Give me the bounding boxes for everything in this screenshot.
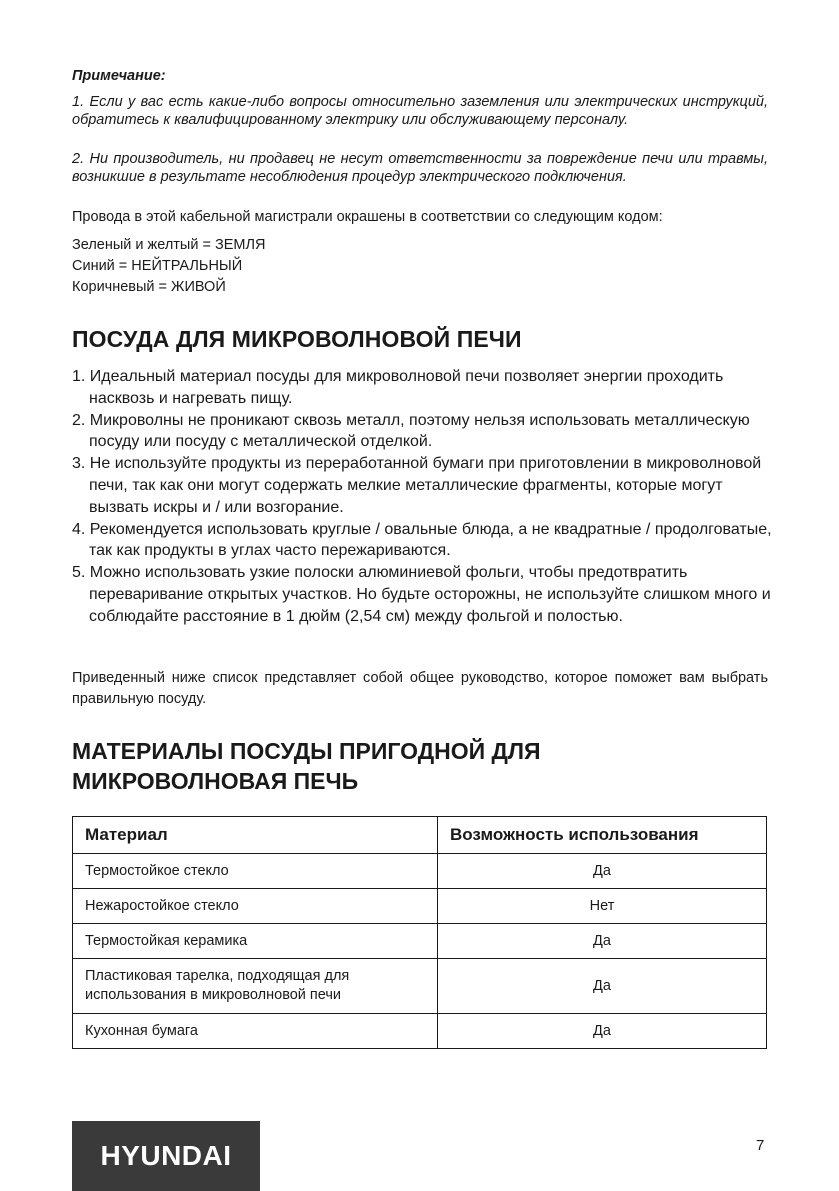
cookware-item-5: 5. Можно использовать узкие полоски алюминиевой фольги, чтобы предотвратить переваривание открытых участков. Но будьте осторожны, не используйте слишком много и соблюдайте расстояние в 1 дюйм (2,54 см) между фольгой и полостью. xyxy=(72,564,771,625)
table-header-row xyxy=(73,817,767,854)
material-cell: Нежаростойкое стекло xyxy=(73,889,438,924)
table-row xyxy=(73,1014,767,1049)
note-item-1: 1. Если у вас есть какие-либо вопросы относительно заземления или электрических инструкций, обратитесь к квалифицированному электрику или обслуживающему персоналу. xyxy=(72,94,768,128)
cookware-heading: ПОСУДА ДЛЯ МИКРОВОЛНОВОЙ ПЕЧИ xyxy=(72,326,522,352)
table-row xyxy=(73,854,767,889)
wire-code-list xyxy=(72,235,265,298)
material-cell: Термостойкая керамика xyxy=(73,924,438,959)
usability-cell: Да xyxy=(438,1014,767,1049)
material-cell: Пластиковая тарелка, подходящая для использования в микроволновой печи xyxy=(73,959,438,1014)
wire-code-neutral: Синий = НЕЙТРАЛЬНЫЙ xyxy=(72,258,243,274)
material-cell: Кухонная бумага xyxy=(73,1014,438,1049)
cookware-list xyxy=(72,366,772,628)
usability-cell: Нет xyxy=(438,889,767,924)
usability-cell: Да xyxy=(438,924,767,959)
cookware-item-3: 3. Не используйте продукты из переработанной бумаги при приготовлении в микроволновой печи, так как они могут содержать мелкие металлические фрагменты, которые могут вызвать искры и / или возгорание. xyxy=(72,455,762,516)
wire-code-intro: Провода в этой кабельной магистрали окрашены в соответствии со следующим кодом: xyxy=(72,209,663,225)
material-cell: Термостойкое стекло xyxy=(73,854,438,889)
table-row xyxy=(73,959,767,1014)
wire-code-live: Коричневый = ЖИВОЙ xyxy=(72,279,226,295)
cookware-item-1: 1. Идеальный материал посуды для микроволновой печи позволяет энергии проходить насквозь и нагревать пищу. xyxy=(72,368,724,407)
table-row xyxy=(73,889,767,924)
note-title: Примечание: xyxy=(72,68,166,84)
hyundai-logo: HYUNDAI xyxy=(72,1121,260,1191)
materials-table xyxy=(72,816,767,1049)
guide-paragraph: Приведенный ниже список представляет собой общее руководство, которое поможет вам выбрать правильную посуду. xyxy=(72,670,768,707)
column-header-usability: Возможность использования xyxy=(438,817,767,854)
materials-heading: МАТЕРИАЛЫ ПОСУДЫ ПРИГОДНОЙ ДЛЯ МИКРОВОЛНОВАЯ ПЕЧЬ xyxy=(72,738,541,794)
wire-code-ground: Зеленый и желтый = ЗЕМЛЯ xyxy=(72,237,266,253)
cookware-item-4: 4. Рекомендуется использовать круглые / овальные блюда, а не квадратные / продолговатые, так как продукты в углах часто пережариваются. xyxy=(72,520,772,560)
column-header-material: Материал xyxy=(73,817,438,854)
page-number: 7 xyxy=(756,1137,765,1154)
note-item-2: 2. Ни производитель, ни продавец не несут ответственности за повреждение печи или травмы, возникшие в результате несоблюдения процедур электрического подключения. xyxy=(72,151,768,185)
table-row xyxy=(73,924,767,959)
usability-cell: Да xyxy=(438,854,767,889)
cookware-item-2: 2. Микроволны не проникают сквозь металл, поэтому нельзя использовать металлическую посуду или посуду с металлической отделкой. xyxy=(72,411,750,451)
usability-cell: Да xyxy=(438,959,767,1014)
